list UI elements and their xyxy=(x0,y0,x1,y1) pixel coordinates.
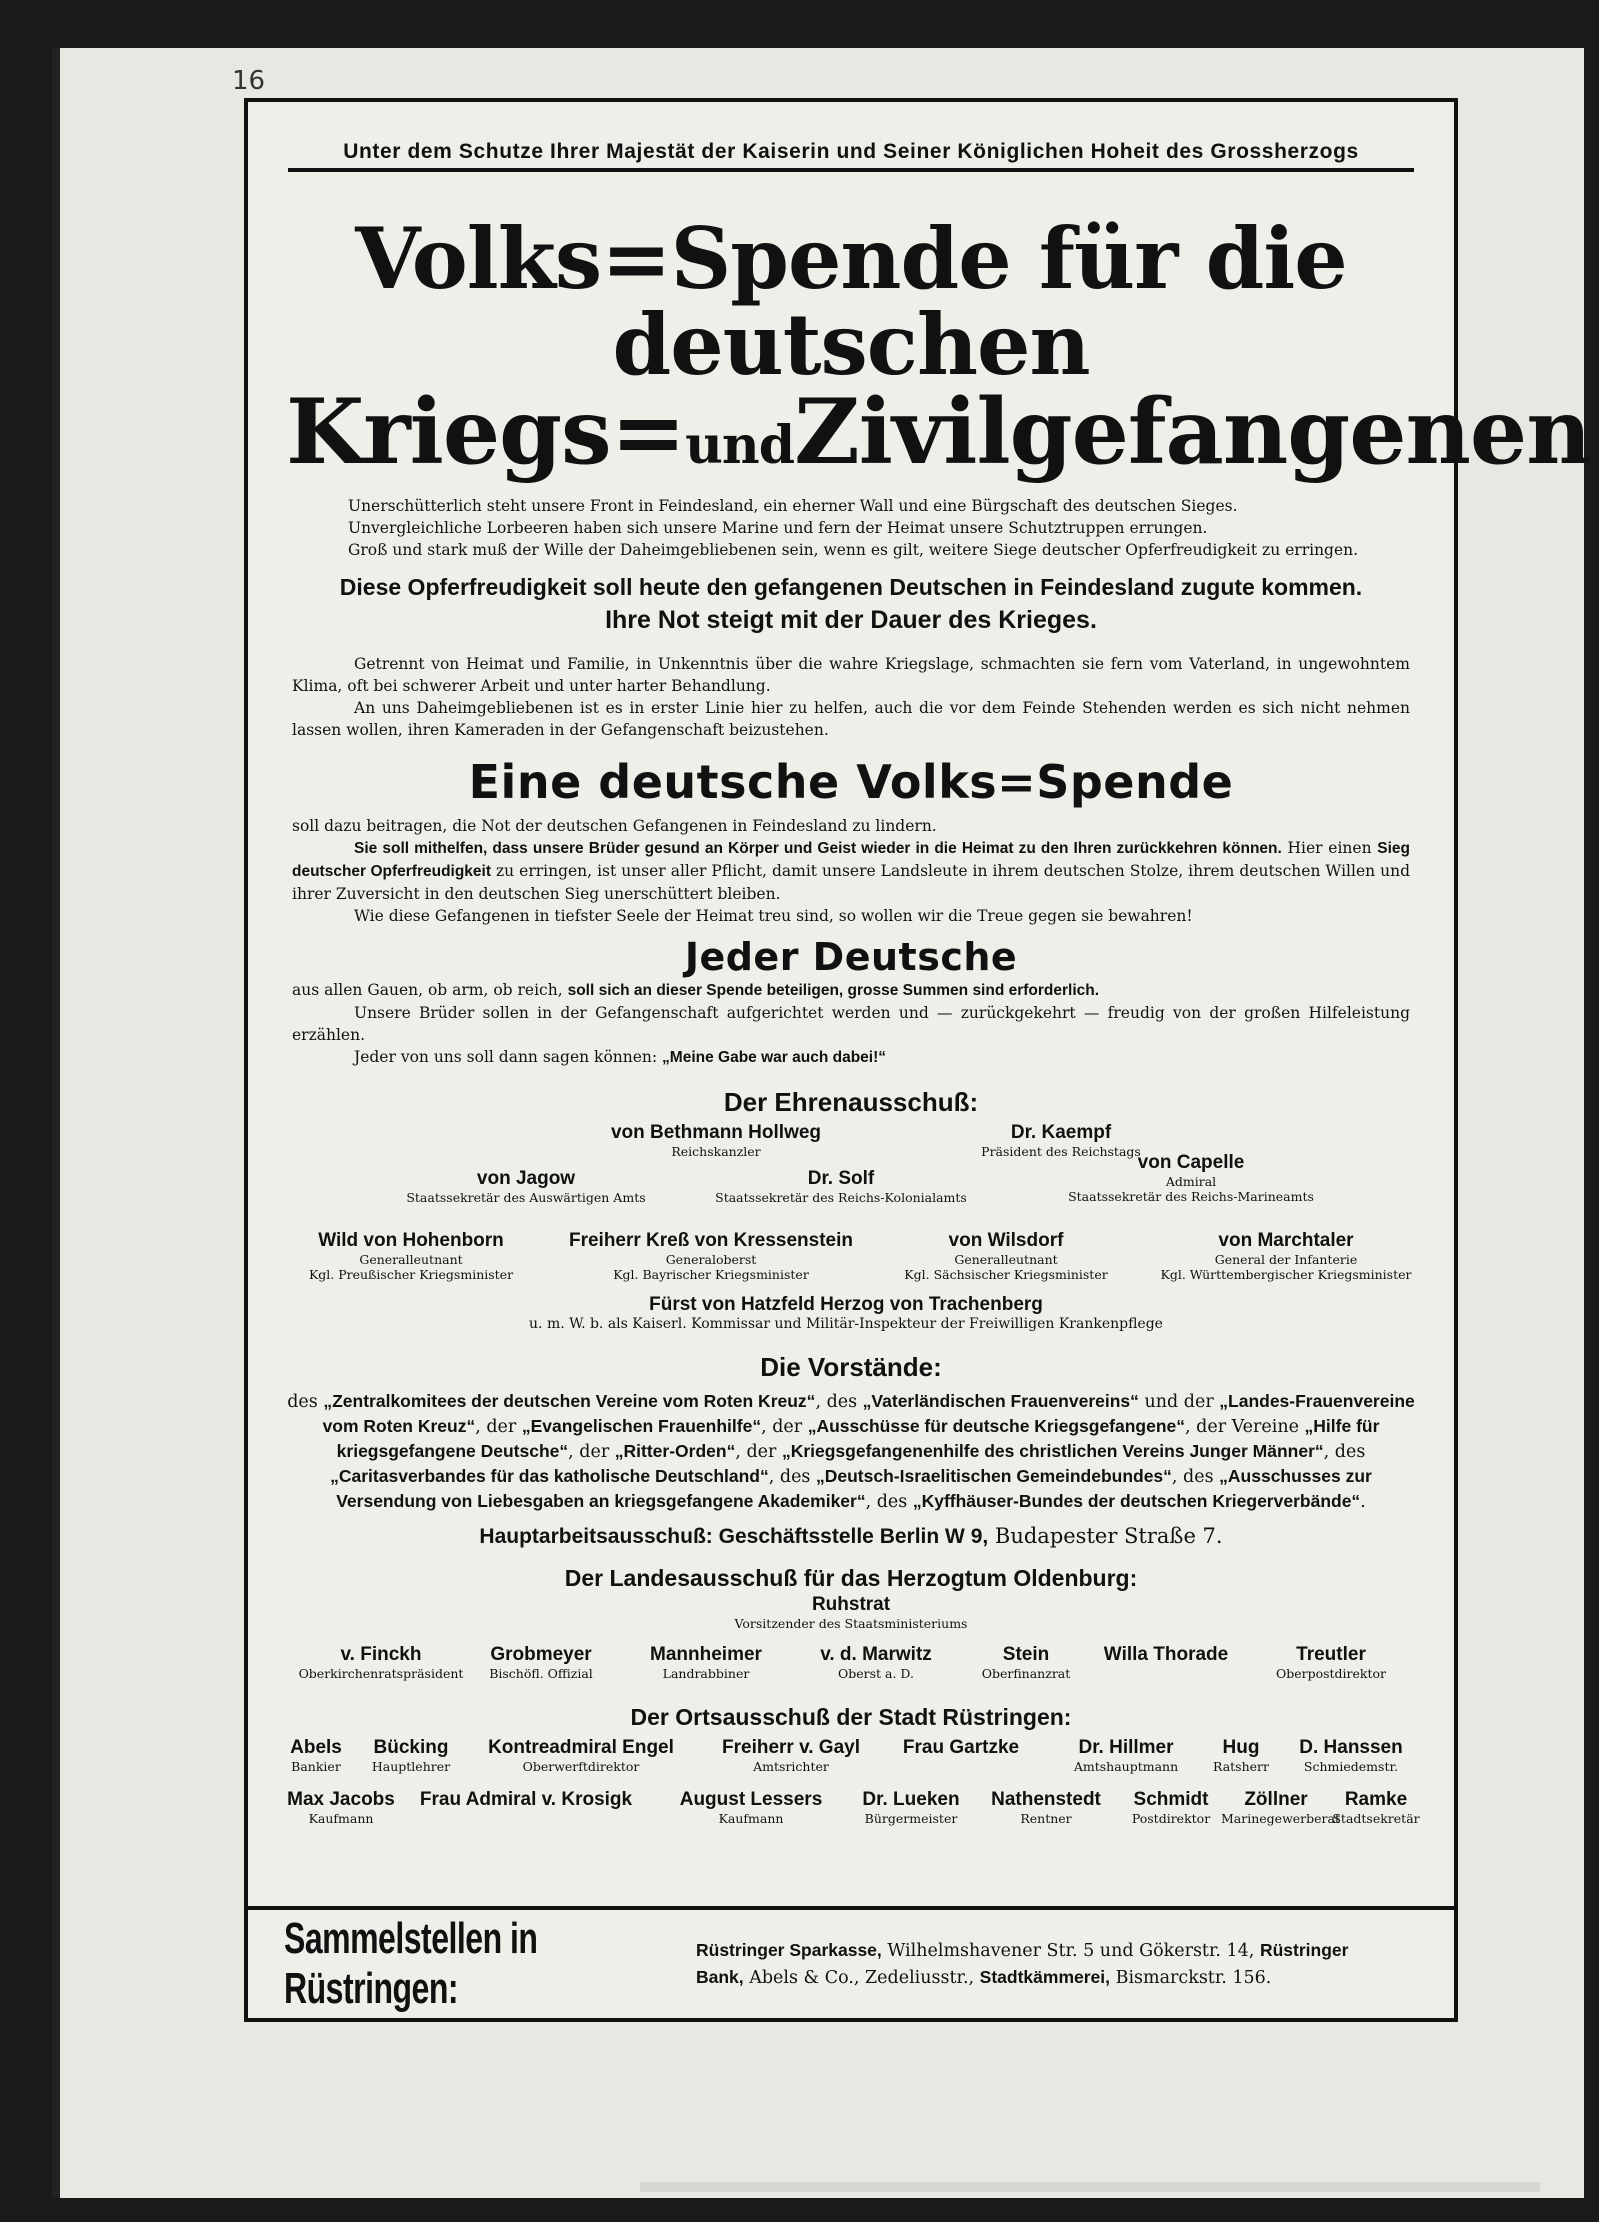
collection-points xyxy=(248,1906,1454,2018)
paragraph: Unsere Brüder sollen in der Gefangenschaft aufgerichtet werden und — zurückgekehrt — freudig von der großen Hilfeleistung erzählen. xyxy=(292,1004,1410,1045)
collection-points-list: Rüstringer Sparkasse, Wilhelmshavener Str. 5 und Gökerstr. 14, Rüstringer Bank, Abels & Co., Zedeliusstr., Stadtkämmerei, Bismarckstr. 156. xyxy=(696,1940,1349,1988)
headline xyxy=(286,571,1416,637)
member: von Jagow Staatssekretär des Auswärtigen Amts xyxy=(406,1168,646,1206)
member: Grobmeyer Bischöfl. Offizial xyxy=(489,1644,593,1682)
intro-line: Unvergleichliche Lorbeeren haben sich unsere Marine und fern der Heimat unsere Schutztruppen errungen. xyxy=(348,519,1208,538)
headline-line-2: Ihre Not steigt mit der Dauer des Krieges. xyxy=(605,606,1097,635)
volks-spende-heading: Eine deutsche Volks=Spende xyxy=(468,755,1234,810)
member: Kontreadmiral Engel Oberwerftdirektor xyxy=(488,1737,674,1775)
intro-paragraph xyxy=(286,495,1416,561)
title-line-1: Volks=Spende für die deutschen xyxy=(355,209,1347,394)
member: Stein Oberfinanzrat xyxy=(981,1644,1071,1682)
member: Freiherr Kreß von Kressenstein Generaloberst Kgl. Bayrischer Kriegsminister xyxy=(568,1230,854,1283)
member: August Lessers Kaufmann xyxy=(679,1789,823,1827)
intro-line: Unerschütterlich steht unsere Front in Feindesland, ein eherner Wall und eine Bürgschaft des deutschen Sieges. xyxy=(348,497,1238,516)
volks-spende-paragraphs xyxy=(286,815,1416,927)
member: Zöllner Marinegewerberat xyxy=(1221,1789,1340,1827)
vorstaende-heading: Die Vorstände: xyxy=(760,1352,942,1383)
paragraph: Getrennt von Heimat und Familie, in Unkenntnis über die wahre Kriegslage, schmachten sie fern vom Vaterland, in ungewohntem Klima, oft bei schwerer Arbeit und unter harter Behandlung. xyxy=(292,655,1410,696)
member: Frau Gartzke xyxy=(902,1737,1020,1759)
member: v. d. Marwitz Oberst a. D. xyxy=(820,1644,932,1682)
separation-paragraph xyxy=(286,653,1416,741)
member: Dr. Lueken Bürgermeister xyxy=(862,1789,960,1827)
member: Abels Bankier xyxy=(290,1737,342,1775)
headline-line-1: Diese Opferfreudigkeit soll heute den gefangenen Deutschen in Feindesland zugute kommen. xyxy=(339,574,1363,601)
chair: Ruhstrat Vorsitzender des Staatsministeriums xyxy=(734,1594,968,1632)
vorstaende-text: des „Zentralkomitees der deutschen Vereine vom Roten Kreuz“, des „Vaterländischen Frauenvereins“ und der „Landes-Frauenvereine vom Roten Kreuz“, der „Evangelischen Frauenhilfe“, der „Ausschüsse für deutsche Kriegsgefangene“, der Vereine „Hilfe für kriegsgefangene Deutsche“, der „Ritter-Orden“, der „Kriegsgefangenenhilfe des christlichen Vereins Junger Männer“, des „Caritasverbandes für das katholische Deutschland“, des „Deutsch-Israelitischen Gemeindebundes“, des „Ausschusses zur Versendung von Liebesgaben an kriegsgefangene Akademiker“, des „Kyffhäuser-Bundes der deutschen Kriegerverbände“. xyxy=(287,1391,1415,1513)
paragraph: An uns Daheimgebliebenen ist es in erster Linie hier zu helfen, auch die vor dem Feinde Stehenden werden es sich nicht nehmen lassen wollen, ihren Kameraden in der Gefangenschaft beizustehen. xyxy=(292,699,1410,740)
member: Dr. Hillmer Amtshauptmann xyxy=(1073,1737,1179,1775)
jeder-deutsche-heading: Jeder Deutsche xyxy=(684,935,1018,980)
ehrenausschuss-heading: Der Ehrenausschuß: xyxy=(723,1087,979,1118)
intro-line: Groß und stark muß der Wille der Daheimgebliebenen sein, wenn es gilt, weitere Siege deutscher Opferfreudigkeit zu erringen. xyxy=(348,541,1359,560)
member: v. Finckh Oberkirchenratspräsident xyxy=(298,1644,464,1682)
member: Dr. Kaempf Präsident des Reichstags xyxy=(981,1122,1141,1160)
member: Dr. Solf Staatssekretär des Reichs-Kolonialamts xyxy=(715,1168,967,1206)
member: von Wilsdorf Generalleutnant Kgl. Sächsischer Kriegsminister xyxy=(904,1230,1108,1283)
landesausschuss-heading: Der Landesausschuß für das Herzogtum Oldenburg: xyxy=(564,1565,1138,1592)
member: Frau Admiral v. Krosigk xyxy=(419,1789,633,1811)
collection-points-label: Sammelstellen in Rüstringen: xyxy=(284,1914,538,2013)
ortsausschuss-heading: Der Ortsausschuß der Stadt Rüstringen: xyxy=(630,1704,1072,1731)
member: Bücking Hauptlehrer xyxy=(371,1737,451,1775)
member: Willa Thorade xyxy=(1103,1644,1229,1666)
member: von Bethmann Hollweg Reichskanzler xyxy=(610,1122,822,1160)
main-title xyxy=(286,209,1591,486)
patronage-line: Unter dem Schutze Ihrer Majestät der Kaiserin und Seiner Königlichen Hoheit des Grossherzogs xyxy=(288,140,1414,172)
member: Hug Ratsherr xyxy=(1213,1737,1269,1775)
hauptarbeitsausschuss: Hauptarbeitsausschuß: Geschäftsstelle Berlin W 9, Budapester Straße 7. xyxy=(479,1524,1223,1549)
paragraph: soll dazu beitragen, die Not der deutschen Gefangenen in Feindesland zu lindern. xyxy=(292,817,937,836)
member: Fürst von Hatzfeld Herzog von Trachenberg u. m. W. b. als Kaiserl. Kommissar und Militär-Inspekteur der Freiwilligen Krankenpflege xyxy=(529,1294,1163,1333)
member: Schmidt Postdirektor xyxy=(1131,1789,1211,1827)
landesausschuss-members xyxy=(286,1592,1416,1700)
paragraph: aus allen Gauen, ob arm, ob reich, soll sich an dieser Spende beteiligen, grosse Summen sind erforderlich. xyxy=(292,981,1100,1000)
ortsausschuss-members xyxy=(286,1731,1420,1843)
page-number: 16 xyxy=(232,66,266,96)
page-edge xyxy=(640,2182,1540,2192)
member: Mannheimer Landrabbiner xyxy=(650,1644,762,1682)
member: Nathenstedt Rentner xyxy=(991,1789,1101,1827)
jeder-paragraphs xyxy=(286,979,1416,1069)
paragraph: Sie soll mithelfen, dass unsere Brüder gesund an Körper und Geist wieder in die Heimat zu den Ihren zurückkehren können. Hier einen Sieg deutscher Opferfreudigkeit zu erringen, ist unser aller Pflicht, damit unsere Landsleute in ihrem deutschen Stolze, ihrem deutschen Willen und ihrer Zuversicht in den deutschen Sieg unerschüttert bleiben. xyxy=(292,839,1410,904)
paragraph: Wie diese Gefangenen in tiefster Seele der Heimat treu sind, so wollen wir die Treue gegen sie bewahren! xyxy=(354,907,1193,926)
ehrenausschuss-members xyxy=(286,1118,1416,1340)
member: Freiherr v. Gayl Amtsrichter xyxy=(722,1737,860,1775)
member: von Marchtaler General der Infanterie Kgl. Württembergischer Kriegsminister xyxy=(1160,1230,1412,1283)
member: D. Hanssen Schmiedemstr. xyxy=(1299,1737,1403,1775)
paragraph: Jeder von uns soll dann sagen können: „Meine Gabe war auch dabei!“ xyxy=(354,1048,886,1067)
appeal-notice xyxy=(244,98,1591,2022)
member: von Capelle Admiral Staatssekretär des Reichs-Marineamts xyxy=(1068,1152,1314,1205)
member: Ramke Stadtsekretär xyxy=(1332,1789,1420,1827)
member: Treutler Oberpostdirektor xyxy=(1275,1644,1387,1682)
title-line-2: Kriegs=undZivilgefangenen xyxy=(286,379,1591,486)
member: Max Jacobs Kaufmann xyxy=(287,1789,395,1827)
member: Wild von Hohenborn Generalleutnant Kgl. Preußischer Kriegsminister xyxy=(308,1230,514,1283)
